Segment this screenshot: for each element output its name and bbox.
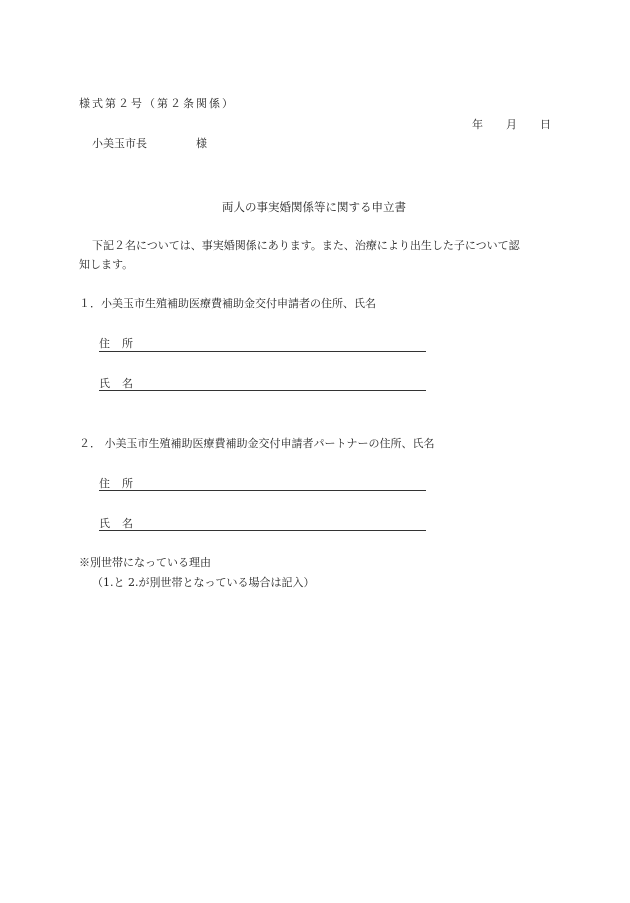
section2-name-line[interactable]	[99, 530, 426, 531]
statement-line-2: 知します。	[79, 258, 134, 271]
document-title: 両人の事実婚関係等に関する申立書	[222, 200, 406, 214]
section2-name-label: 氏名	[99, 517, 145, 530]
section2-address-label: 住所	[99, 477, 145, 490]
section1-heading: １．小美玉市生殖補助医療費補助金交付申請者の住所、氏名	[79, 297, 376, 310]
form-number: 様式第２号（第２条関係）	[79, 97, 235, 110]
section1-address-label: 住所	[99, 337, 145, 350]
statement-line-1: 下記２名については、事実婚関係にあります。また、治療により出生した子について認	[92, 239, 520, 252]
date-day-label: 日	[540, 118, 551, 131]
separate-household-heading: ※別世帯になっている理由	[79, 556, 211, 569]
section2-heading: ２． 小美玉市生殖補助医療費補助金交付申請者パートナーの住所、氏名	[79, 437, 435, 450]
separate-household-note: （1.と 2.が別世帯となっている場合は記入）	[92, 576, 315, 589]
section1-address-line[interactable]	[99, 351, 426, 352]
addressee-honorific: 様	[196, 137, 207, 150]
section2-address-line[interactable]	[99, 490, 426, 491]
date-month-label: 月	[506, 118, 517, 131]
date-year-label: 年	[472, 118, 483, 131]
addressee-name: 小美玉市長	[92, 137, 147, 150]
section1-name-label: 氏名	[99, 377, 145, 390]
section1-name-line[interactable]	[99, 390, 426, 391]
